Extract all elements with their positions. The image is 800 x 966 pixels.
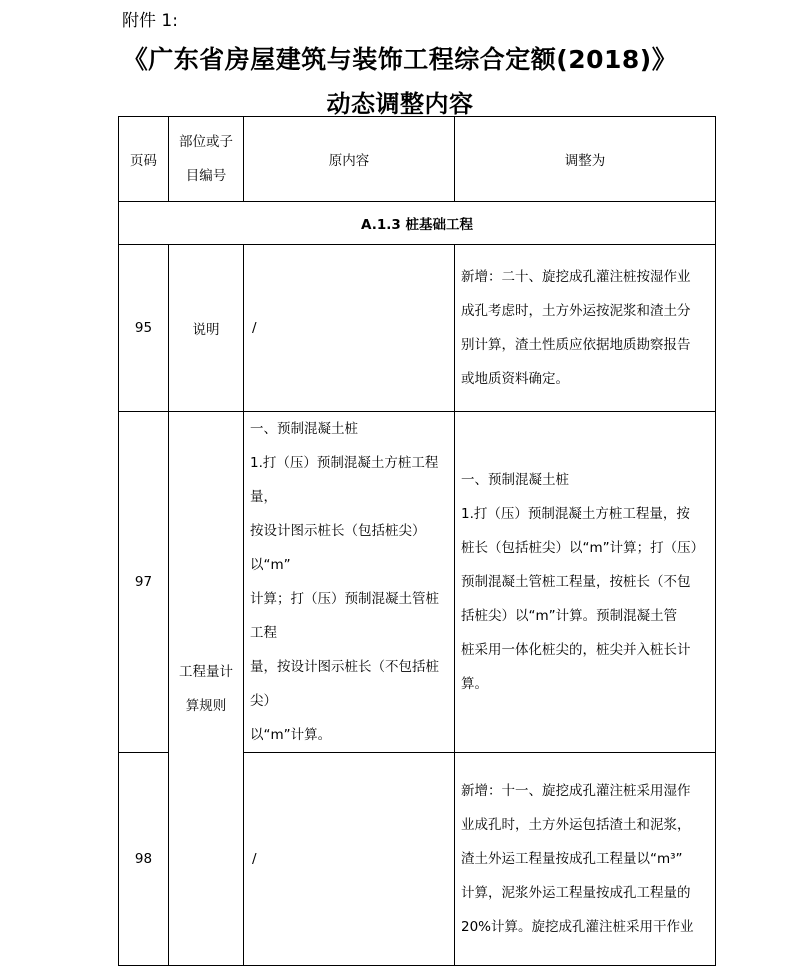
table-row [119,412,716,753]
row-part: 说明 [169,245,244,412]
adjusted-line: 预制混凝土管桩工程量，按桩长（不包 [461,574,691,590]
row-part-merged [169,412,244,966]
adjusted-line: 渣土外运工程量按成孔工程量以“m³” [461,851,683,867]
adjusted-line: 一、预制混凝土桩 [461,472,569,488]
original-line: 量，按设计图示桩长（不包括桩尖） [250,659,439,709]
original-line: 一、预制混凝土桩 [250,421,358,437]
original-line: 以“m”计算。 [250,727,332,743]
header-page: 页码 [119,117,169,202]
adjusted-line: 计算，泥浆外运工程量按成孔工程量的 [461,885,691,901]
table-row [119,245,716,412]
document-subtitle: 动态调整内容 [326,90,474,118]
row-page: 98 [119,753,169,966]
adjusted-line: 算。 [461,676,488,692]
row-page: 95 [119,245,169,412]
original-line: 计算；打（压）预制混凝土管桩工程 [250,591,439,641]
adjusted-line: 新增：二十、旋挖成孔灌注桩按湿作业 [461,269,691,285]
header-original: 原内容 [244,117,455,202]
row-original [244,245,455,412]
part-line2: 算规则 [185,697,227,714]
adjusted-line: 业成孔时，土方外运包括渣土和泥浆， [461,817,691,833]
adjusted-line: 20%计算。旋挖成孔灌注桩采用干作业 [461,919,694,935]
adjusted-line: 括桩尖）以“m”计算。预制混凝土管 [461,608,678,624]
header-part-line2: 目编号 [185,168,227,184]
adjustment-table [118,116,716,966]
header-part-line1: 部位或子 [179,134,233,150]
attachment-label: 附件 1: [122,11,178,31]
header-part [169,117,244,202]
row-original [244,412,455,753]
adjusted-line: 1.打（压）预制混凝土方桩工程量，按 [461,506,690,522]
header-adjusted: 调整为 [455,117,716,202]
section-title: A.1.3 桩基础工程 [119,202,716,245]
row-adjusted [455,753,716,966]
adjusted-line: 成孔考虑时，土方外运按泥浆和渣土分 [461,303,691,319]
row-page: 97 [119,412,169,753]
row-original [244,753,455,966]
adjusted-line: 桩长（包括桩尖）以“m”计算；打（压） [461,540,705,556]
original-line: 1.打（压）预制混凝土方桩工程量， [250,455,439,505]
original-line: / [252,851,257,867]
part-line1: 工程量计 [179,663,233,680]
original-line: 按设计图示桩长（包括桩尖）以“m” [250,523,426,573]
section-row [119,202,716,245]
document-title: 《广东省房屋建筑与装饰工程综合定额(2018)》 [122,45,678,74]
adjusted-line: 桩采用一体化桩尖的，桩尖并入桩长计 [461,642,691,658]
row-adjusted [455,245,716,412]
row-adjusted [455,412,716,753]
adjusted-line: 或地质资料确定。 [461,371,569,387]
table-header-row [119,117,716,202]
original-line: / [252,320,257,336]
adjusted-line: 新增：十一、旋挖成孔灌注桩采用湿作 [461,783,691,799]
adjusted-line: 别计算，渣土性质应依据地质勘察报告 [461,337,691,353]
